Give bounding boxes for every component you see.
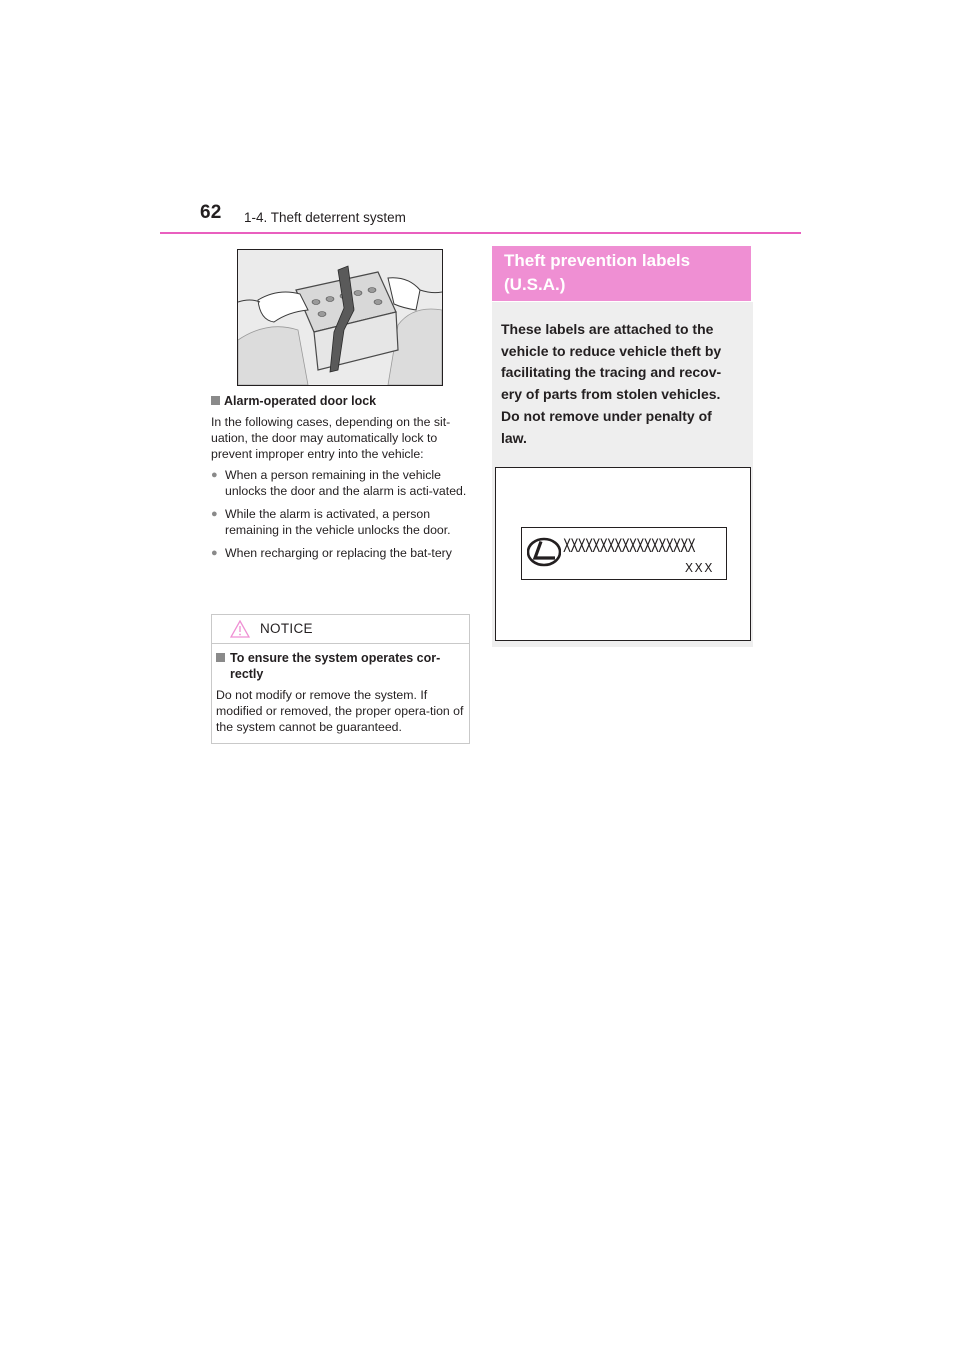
notice-text: Do not modify or remove the system. If modified or removed, the proper opera-tion of the system cannot be guaranteed. (216, 688, 464, 734)
lexus-logo-icon (527, 537, 561, 567)
theft-labels-panel (492, 302, 753, 647)
theft-labels-banner (492, 246, 751, 301)
notice-box (211, 614, 470, 744)
circle-bullet-icon: ● (211, 469, 218, 482)
label-sub-code: XXX (684, 561, 714, 575)
left-column (211, 393, 473, 568)
theft-label (521, 527, 727, 580)
label-code: XXXXXXXXXXXXXXXXXX (563, 535, 695, 557)
header-rule (160, 232, 801, 234)
notice-heading: To ensure the system operates cor-rectly (216, 650, 465, 682)
list-item: ● When recharging or replacing the bat-tery (211, 545, 452, 560)
panel-text: These labels are attached to the vehicle to reduce vehicle theft by facilitating the tracing and recov-ery of parts from stolen vehicles. Do not remove under penalty of law. (501, 321, 722, 446)
list-item: ● When a person remaining in the vehicle unlocks the door and the alarm is acti-vated. (211, 468, 467, 499)
alarm-door-lock-heading: Alarm-operated door lock (211, 393, 473, 409)
alarm-door-lock-intro: In the following cases, depending on the sit-uation, the door may automatically lock to prevent improper entry into the vehicle: (211, 415, 451, 461)
notice-title: NOTICE (260, 621, 313, 636)
label-illustration (495, 467, 751, 641)
circle-bullet-icon: ● (211, 546, 218, 559)
circle-bullet-icon: ● (211, 507, 218, 520)
square-bullet-icon (211, 396, 220, 405)
section-title: 1-4. Theft deterrent system (244, 210, 406, 225)
page-number: 62 (200, 202, 222, 223)
notice-header (212, 615, 469, 644)
warning-triangle-icon (230, 620, 250, 638)
battery-illustration (237, 249, 443, 386)
notice-body (212, 644, 469, 735)
banner-title: Theft prevention labels (U.S.A.) (504, 251, 691, 294)
list-item: ● While the alarm is activated, a person remaining in the vehicle unlocks the door. (211, 506, 451, 537)
square-bullet-icon (216, 650, 230, 682)
